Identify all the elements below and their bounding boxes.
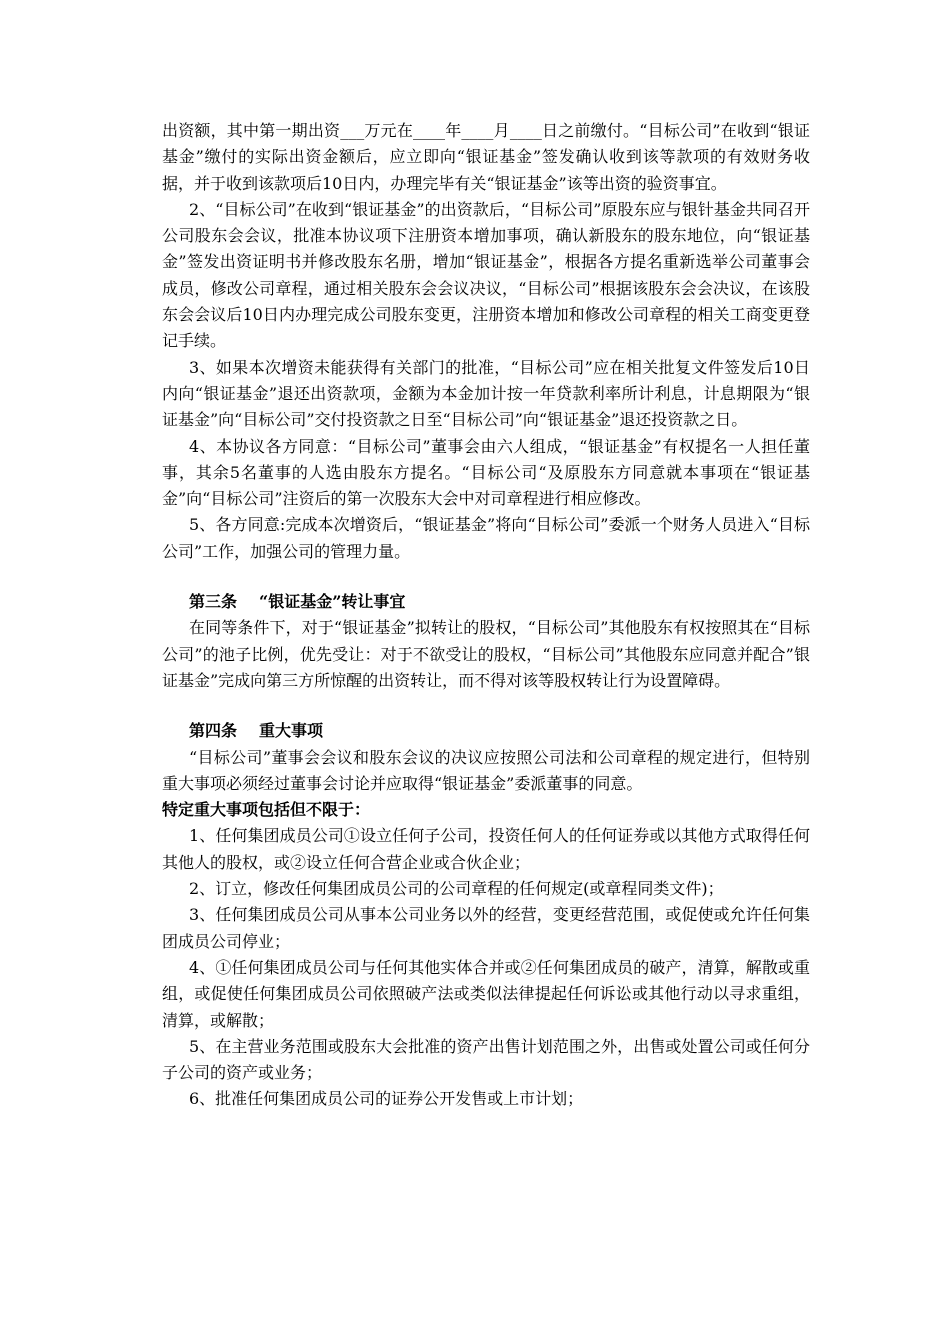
document-body xyxy=(162,118,810,1113)
paragraph-major-matters-list-heading: 特定重大事项包括但不限于： xyxy=(162,800,371,820)
section-heading-article-4 xyxy=(162,718,810,744)
list-item-1: 1、任何集团成员公司①设立任何子公司，投资任何人的任何证券或以其他方式取得任何其他人的股权，或②设立任何合营企业或合伙企业； xyxy=(162,826,810,872)
list-item-2: 2、订立，修改任何集团成员公司的公司章程的任何规定(或章程同类文件)； xyxy=(189,879,724,899)
paragraph-major-matters: “目标公司”董事会会议和股东会议的决议应按照公司法和公司章程的规定进行，但特别重大事项必须经过董事会讨论并应取得“银证基金”委派董事的同意。 xyxy=(162,747,810,793)
spacer xyxy=(162,694,810,718)
list-item-5: 5、在主营业务范围或股东大会批准的资产出售计划范围之外，出售或处置公司或任何分子公司的资产或业务； xyxy=(162,1036,810,1083)
list-item-3: 3、任何集团成员公司从事本公司业务以外的经营，变更经营范围，或促使或允许任何集团成员公司停业； xyxy=(162,905,810,951)
paragraph-capital-payment: 出资额，其中第一期出资___万元在____年____月____日之前缴付。“目标公司”在收到“银证基金”缴付的实际出资金额后，应立即向“银证基金”签发确认收到该等款项的有效财务收据，并于收到该款项后10日内，办理完毕有关“银证基金”该等出资的验资事宜。 xyxy=(162,121,810,193)
paragraph-item-5: 5、各方同意:完成本次增资后，“银证基金”将向“目标公司”委派一个财务人员进入“目标公司”工作，加强公司的管理力量。 xyxy=(162,515,810,561)
spacer xyxy=(162,565,810,589)
paragraph-item-2: 2、“目标公司”在收到“银证基金”的出资款后，“目标公司”原股东应与银针基金共同召开公司股东会会议，批准本协议项下注册资本增加事项，确认新股东的股东地位，向“银证基金”签发出资证明书并修改股东名册，增加“银证基金”，根据各方提名重新选举公司董事会成员，修改公司章程，通过相关股东会会议决议，“目标公司”根据该股东会会决议，在该股东会会议后10日内办理完成公司股东变更，注册资本增加和修改公司章程的相关工商变更登记手续。 xyxy=(162,199,810,351)
paragraph-item-4: 4、本协议各方同意：“目标公司”董事会由六人组成，“银证基金”有权提名一人担任董事，其余5名董事的人选由股东方提名。“目标公司“及原股东方同意就本事项在“银证基金”向“目标公司”注资后的第一次股东大会中对司章程进行相应修改。 xyxy=(162,436,810,509)
section-title: 重大事项 xyxy=(259,721,324,741)
section-number: 第三条 xyxy=(189,592,238,612)
section-number: 第四条 xyxy=(189,721,238,741)
paragraph-transfer: 在同等条件下，对于“银证基金”拟转让的股权，“目标公司”其他股东有权按照其在“目标公司”的池子比例，优先受让：对于不欲受让的股权，“目标公司”其他股东应同意并配合”银证基金”完成向第三方所惊醒的出资转让，而不得对该等股权转让行为设置障碍。 xyxy=(162,618,810,690)
section-heading-article-3 xyxy=(162,589,810,615)
section-title: “银证基金”转让事宜 xyxy=(259,592,406,612)
paragraph-item-3: 3、如果本次增资未能获得有关部门的批准，“目标公司”应在相关批复文件签发后10日内向“银证基金”退还出资款项，金额为本金加计按一年贷款利率所计利息，计息期限为“银证基金”向“目标公司”交付投资款之日至“目标公司”向“银证基金”退还投资款之日。 xyxy=(162,357,810,430)
list-item-4: 4、①任何集团成员公司与任何其他实体合并或②任何集团成员的破产，清算，解散或重组，或促使任何集团成员公司依照破产法或类似法律提起任何诉讼或其他行动以寻求重组，清算，或解散； xyxy=(162,957,810,1030)
list-item-6: 6、批准任何集团成员公司的证券公开发售或上市计划； xyxy=(189,1089,584,1109)
